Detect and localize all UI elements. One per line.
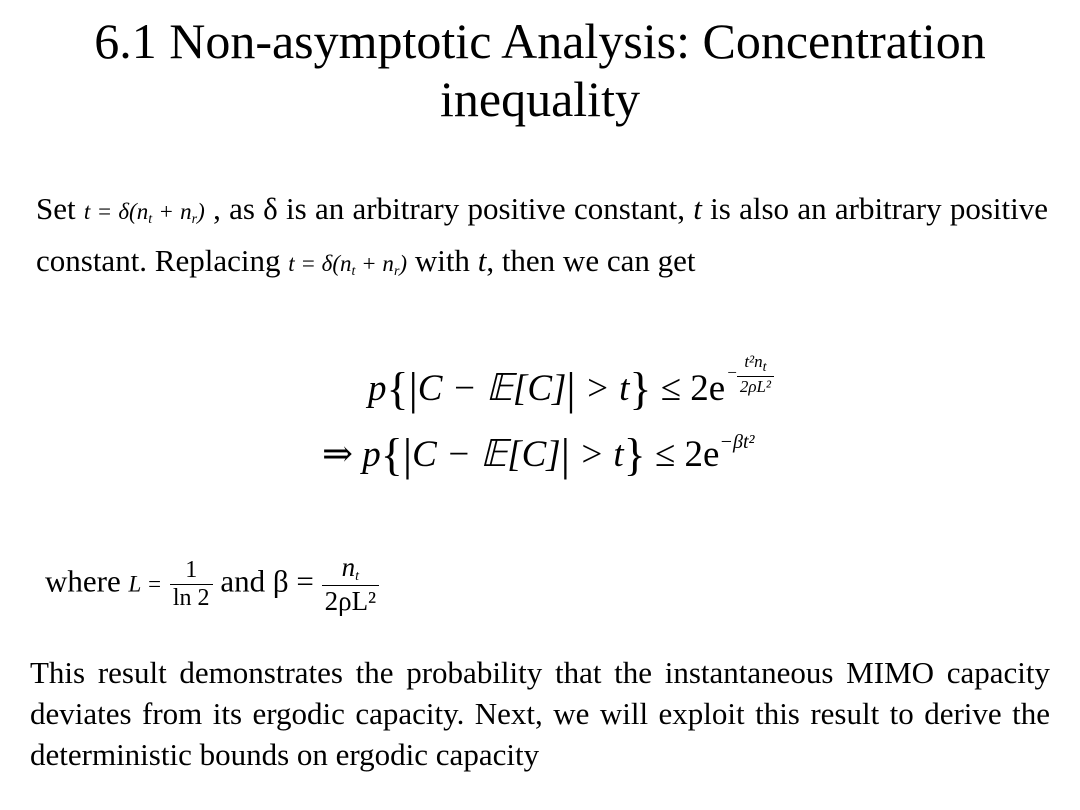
eq1-brace-open: {| — [386, 363, 418, 414]
t-eq-part-2: t = δ(n — [288, 251, 352, 276]
eq2-bar: | — [560, 429, 570, 480]
eq1-p: p — [368, 368, 387, 409]
t-word: t — [693, 191, 702, 226]
where-word: where — [45, 563, 121, 599]
eq2-gt: > t — [569, 434, 624, 475]
t-word-2: t — [477, 243, 487, 278]
beta-num — [322, 552, 380, 586]
eq1-exp-fraction — [737, 352, 774, 397]
t-definition-1 — [83, 199, 205, 227]
L-den: ln 2 — [172, 585, 210, 611]
title-line-1: 6.1 Non-asymptotic Analysis: Concentration — [94, 13, 986, 69]
r-sub-2: r — [393, 264, 400, 279]
eq1-exp-num-sub: t — [762, 359, 767, 375]
eq2-le: ≤ 2e — [645, 434, 720, 475]
paragraph-definition — [36, 188, 1048, 292]
plus-n: + n — [152, 199, 192, 224]
paragraph-conclusion: This result demonstrates the probability that the instantaneous MIMO capacity deviates from its ergodic capacity. Next, we will exploit this result to derive the deterministic bounds on ergodic capacity — [30, 655, 1050, 772]
eq1-exponent — [727, 351, 774, 396]
eq1-bar: | — [566, 363, 576, 414]
where-line — [45, 552, 379, 617]
eq1-gt: > t — [575, 368, 630, 409]
eq2-arrow: ⇒ — [322, 434, 363, 475]
beta-den: 2ρL² — [324, 586, 377, 616]
r-sub: r — [191, 212, 198, 227]
eq2-exponent: −βt² — [719, 431, 755, 453]
L-fraction — [170, 557, 213, 612]
t-sub-2: t — [351, 264, 356, 279]
eq1-body: C − 𝔼[C] — [417, 368, 567, 409]
set-word: Set — [36, 191, 76, 226]
beta-num-text: n — [341, 552, 356, 582]
eq1-exp-sign: − — [727, 363, 737, 382]
and-word: and — [220, 563, 266, 599]
eq2-brace-open: {| — [380, 429, 413, 480]
t-definition-2 — [288, 251, 408, 279]
L-num: 1 — [170, 557, 213, 585]
eq2-brace-close: } — [623, 429, 646, 480]
text-d: , then we can get — [486, 243, 696, 278]
close-paren: ) — [197, 199, 205, 224]
eq1-brace-close: } — [629, 363, 652, 414]
L-eq: L = — [128, 571, 163, 597]
slide-title — [40, 12, 1040, 128]
eq1-exp-num-text: t²n — [744, 351, 763, 371]
t-eq-part: t = δ(n — [83, 199, 149, 224]
beta-num-sub: t — [355, 569, 360, 584]
beta-eq: β = — [272, 563, 314, 599]
t-sub: t — [148, 212, 153, 227]
close-paren-2: ) — [399, 251, 408, 276]
eq2-body: C − 𝔼[C] — [412, 434, 561, 475]
eq1-le: ≤ 2e — [651, 368, 726, 409]
eq1-exp-den: 2ρL² — [739, 376, 772, 396]
title-line-2: inequality — [440, 71, 640, 127]
eq2-p: p — [362, 434, 381, 475]
text-b: is also an arbitrary positive constant. Replacing — [36, 191, 1049, 278]
text-c: with — [407, 243, 478, 278]
equation-concentration — [368, 351, 774, 419]
text-a: , as δ is an arbitrary positive constant, — [204, 191, 694, 226]
eq1-exp-num — [737, 352, 774, 377]
beta-fraction — [322, 552, 380, 617]
plus-n-2: + n — [355, 251, 394, 276]
equation-concentration-beta — [322, 428, 755, 481]
